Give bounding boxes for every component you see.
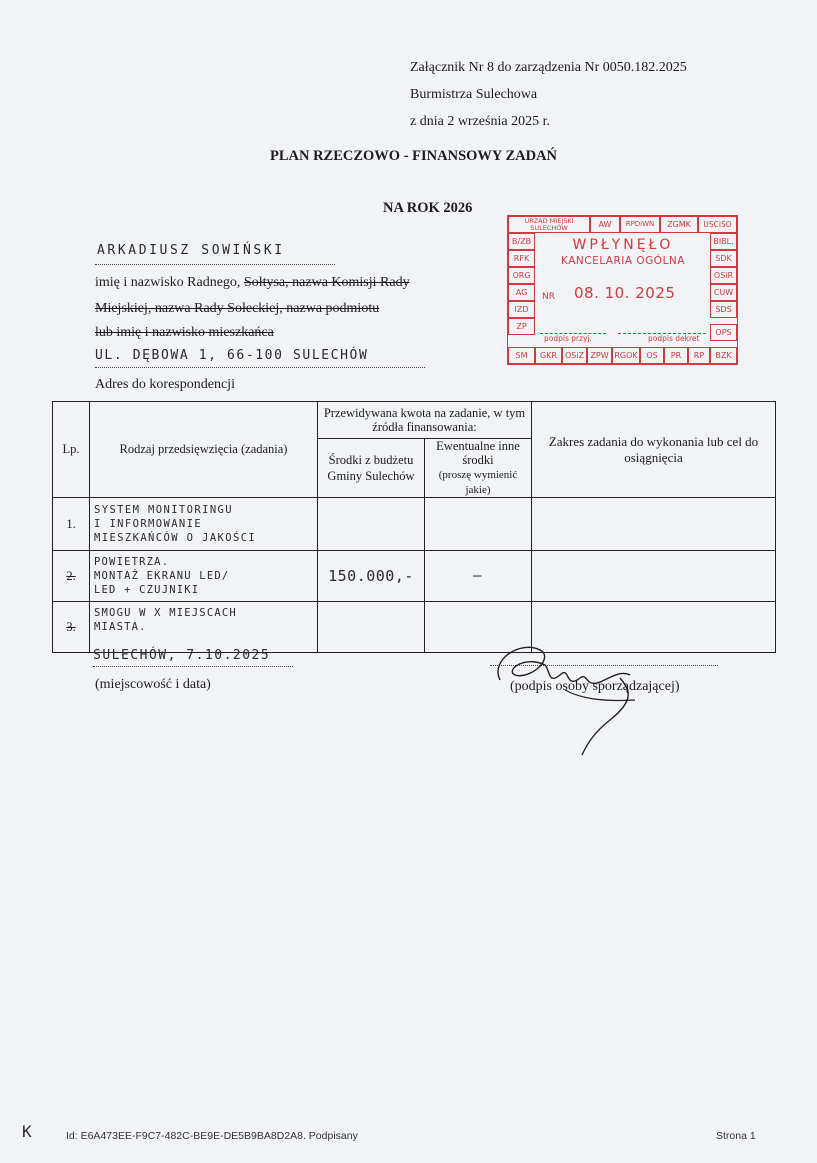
mayor-line: Burmistrza Sulechowa [410, 87, 538, 102]
row-lp [53, 551, 90, 602]
row-budget [318, 498, 425, 551]
stamp-cell: PR [664, 347, 688, 364]
table-row [53, 498, 776, 551]
row-text-line: MONTAŻ EKRANU LED/ [94, 570, 230, 582]
row-text-line: MIASTA. [94, 621, 147, 633]
stamp-cell: OSiR [710, 267, 737, 284]
date-line: z dnia 2 września 2025 r. [410, 114, 550, 129]
stamp-cell: BZK [710, 347, 737, 364]
row-budget [318, 602, 425, 653]
signature-scribble [470, 630, 670, 760]
row-scope [532, 551, 776, 602]
footer-id: Id: E6A473EE-F9C7-482C-BE9E-DE5B9BA8D2A8. Podpisany [66, 1130, 358, 1142]
col-scope: Zakres zadania do wykonania lub cel do osiągnięcia [532, 402, 776, 498]
row-lp [53, 602, 90, 653]
applicant-name: ARKADIUSZ SOWIŃSKI [97, 243, 285, 258]
row-text-line: I INFORMOWANIE [94, 518, 203, 530]
name-dotted-line [95, 264, 335, 265]
page-title: PLAN RZECZOWO - FINANSOWY ZADAŃ [269, 148, 558, 164]
label-regular: imię i nazwisko Radnego, [95, 275, 244, 290]
row-scope [532, 498, 776, 551]
row-text-line: SMOGU W X MIEJSCACH [94, 607, 237, 619]
stamp-cell: OPS [710, 324, 737, 341]
row-text-line: SYSTEM MONITORINGU [94, 504, 233, 516]
row-lp-struck: 3. [66, 619, 76, 634]
stamp-cell: SDS [710, 301, 737, 318]
stamp-received: WPŁYNĘŁO [572, 237, 674, 253]
stamp-cell: AW [590, 216, 620, 233]
place-date-line [93, 666, 293, 667]
signature-label: (podpis osoby sporządzającej) [510, 679, 680, 694]
table-row [53, 551, 776, 602]
stamp-cell: ZP [508, 318, 535, 335]
stamp-cell: GKR [535, 347, 562, 364]
address-dotted-line [95, 367, 425, 368]
address-label: Adres do korespondencji [95, 377, 235, 392]
row-text [90, 551, 318, 602]
stamp-sign-received: podpis przyj. [544, 334, 592, 343]
place-date-label: (miejscowość i data) [95, 677, 211, 692]
stamp-nr-label: NR [542, 292, 555, 302]
stamp-cell: RPDiWN [620, 216, 660, 233]
row-text-line: POWIETRZA. [94, 556, 170, 568]
stamp-cell: SM [508, 347, 535, 364]
row-text [90, 602, 318, 653]
row-lp: 1. [53, 498, 90, 551]
col-other [425, 439, 532, 498]
stamp-cell: ZGMK [660, 216, 698, 233]
row-other [425, 498, 532, 551]
stamp-cell: AG [508, 284, 535, 301]
row-other: – [425, 551, 532, 602]
stamp-department: KANCELARIA OGÓLNA [561, 255, 685, 267]
stamp-cell: USCiSO [698, 216, 737, 233]
stamp-cell: OSiZ [562, 347, 587, 364]
row-text [90, 498, 318, 551]
stamp-cell: OS [640, 347, 664, 364]
row-lp-struck: 2. [66, 568, 76, 583]
stamp-date: 08. 10. 2025 [574, 284, 676, 302]
row-text-line: LED + CZUJNIKI [94, 584, 200, 596]
place-date-handwritten: SULECHÓW, 7.10.2025 [93, 648, 271, 663]
col-budget: Środki z budżetu Gminy Sulechów [318, 439, 425, 498]
stamp-sign-decree: podpis dekret [648, 334, 700, 343]
col-other-main: Ewentualne inne środki [436, 439, 520, 467]
stamp-cell: RFK [508, 250, 535, 267]
stamp-cell: IZD [508, 301, 535, 318]
stamp-cell: RP [688, 347, 710, 364]
label-struck-2: Miejskiej, nazwa Rady Sołeckiej, nazwa podmiotu [95, 301, 380, 316]
stamp-cell: ZPW [587, 347, 612, 364]
label-struck-3: lub imię i nazwisko mieszkańca [95, 325, 274, 340]
applicant-label [95, 275, 410, 291]
stamp-cell: CUW [710, 284, 737, 301]
stamp-cell: BIBL. [710, 233, 737, 250]
col-amount: Przewidywana kwota na zadanie, w tym źródła finansowania: [318, 402, 532, 439]
stamp-cell: SDK [710, 250, 737, 267]
page-subtitle: NA ROK 2026 [383, 200, 473, 216]
col-other-hint: (proszę wymienić jakie) [438, 469, 518, 496]
task-table [52, 401, 776, 653]
applicant-address: UL. DĘBOWA 1, 66-100 SULECHÓW [95, 348, 369, 363]
footer-page: Strona 1 [716, 1130, 756, 1142]
stamp-cell: B/ZB [508, 233, 535, 250]
label-struck-1: Sołtysa, nazwa Komisji Rady [243, 275, 410, 290]
col-type: Rodzaj przedsięwzięcia (zadania) [90, 402, 318, 498]
col-lp: Lp. [53, 402, 90, 498]
stamp-cell: RGOK [612, 347, 640, 364]
stamp-office: URZĄD MIEJSKI SULECHÓW [508, 216, 590, 233]
row-text-line: MIESZKAŃCÓW O JAKOŚCI [94, 532, 257, 544]
row-budget: 150.000,- [318, 551, 425, 602]
attachment-line: Załącznik Nr 8 do zarządzenia Nr 0050.182.2025 [410, 60, 687, 75]
footer-initial: K [22, 1122, 34, 1141]
stamp-cell: ORG [508, 267, 535, 284]
received-stamp [507, 215, 738, 365]
